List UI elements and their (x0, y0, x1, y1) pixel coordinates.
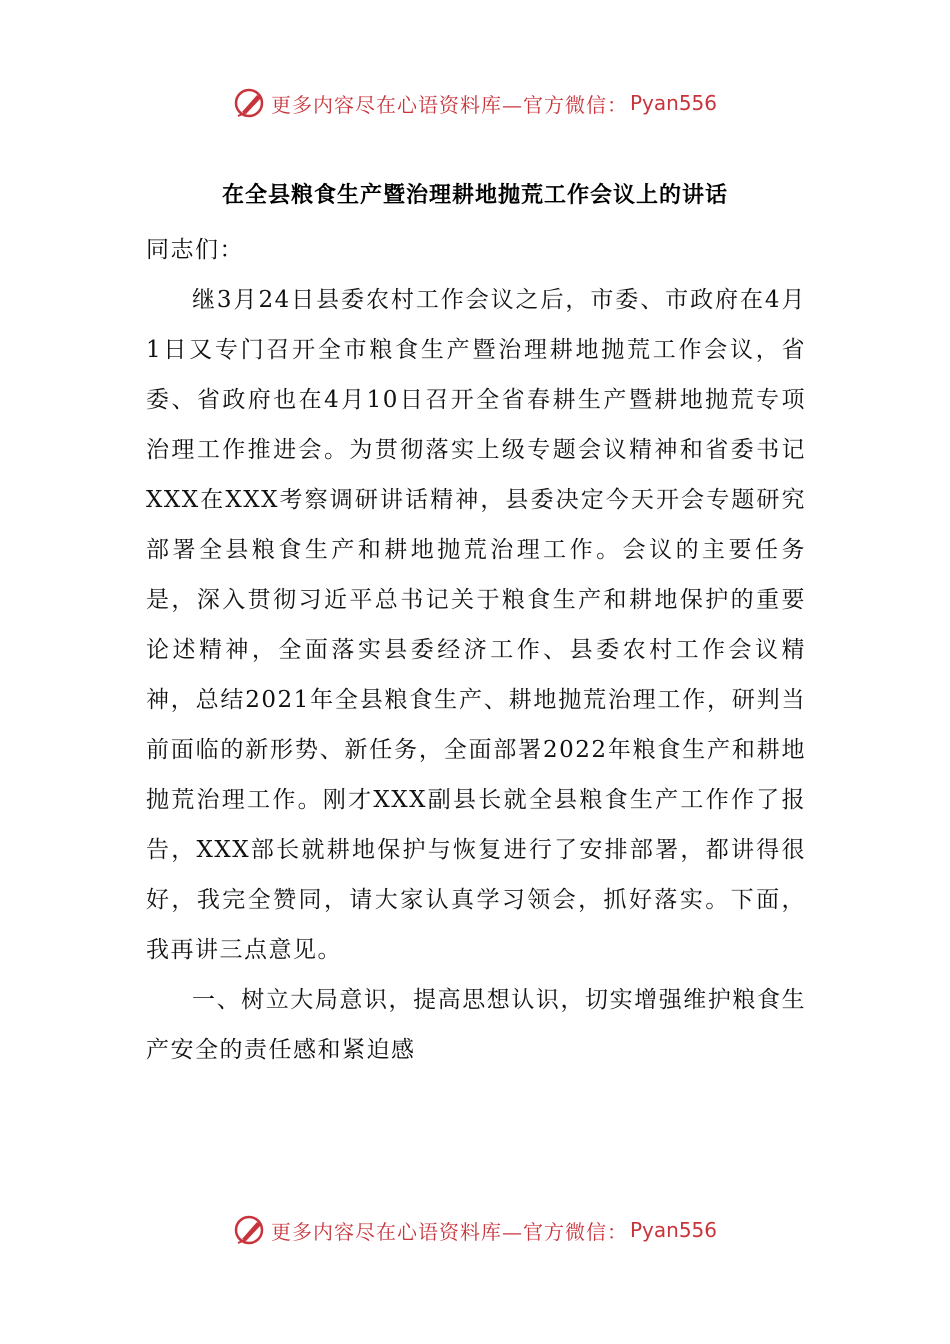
watermark-banner-top (0, 83, 950, 123)
salutation: 同志们： (146, 237, 244, 263)
document-title: 在全县粮食生产暨治理耕地抛荒工作会议上的讲话 (221, 183, 728, 208)
pen-logo-icon (233, 1213, 267, 1247)
document-body (146, 225, 806, 1075)
watermark-wechat-id: Pyan556 (629, 91, 717, 115)
pen-logo-icon (233, 86, 267, 120)
watermark-wechat-id: Pyan556 (629, 1218, 717, 1242)
watermark-text: 更多内容尽在心语资料库—官方微信： (270, 1219, 628, 1244)
body-paragraph: 继3月24日县委农村工作会议之后，市委、市政府在4月1日又专门召开全市粮食生产暨治理耕地抛荒工作会议，省委、省政府也在4月10日召开全省春耕生产暨耕地抛荒专项治理工作推进会。为贯彻落实上级专题会议精神和省委书记XXX在XXX考察调研讲话精神，县委决定今天开会专题研究部署全县粮食生产和耕地抛荒治理工作。会议的主要任务是，深入贯彻习近平总书记关于粮食生产和耕地保护的重要论述精神，全面落实县委经济工作、县委农村工作会议精神，总结2021年全县粮食生产、耕地抛荒治理工作，研判当前面临的新形势、新任务，全面部署2022年粮食生产和耕地抛荒治理工作。刚才XXX副县长就全县粮食生产工作作了报告，XXX部长就耕地保护与恢复进行了安排部署，都讲得很好，我完全赞同，请大家认真学习领会，抓好落实。下面，我再讲三点意见。 (146, 287, 806, 963)
watermark-banner-bottom (0, 1210, 950, 1250)
watermark-text: 更多内容尽在心语资料库—官方微信： (270, 92, 628, 117)
section-heading: 一、树立大局意识，提高思想认识，切实增强维护粮食生产安全的责任感和紧迫感 (146, 987, 806, 1063)
